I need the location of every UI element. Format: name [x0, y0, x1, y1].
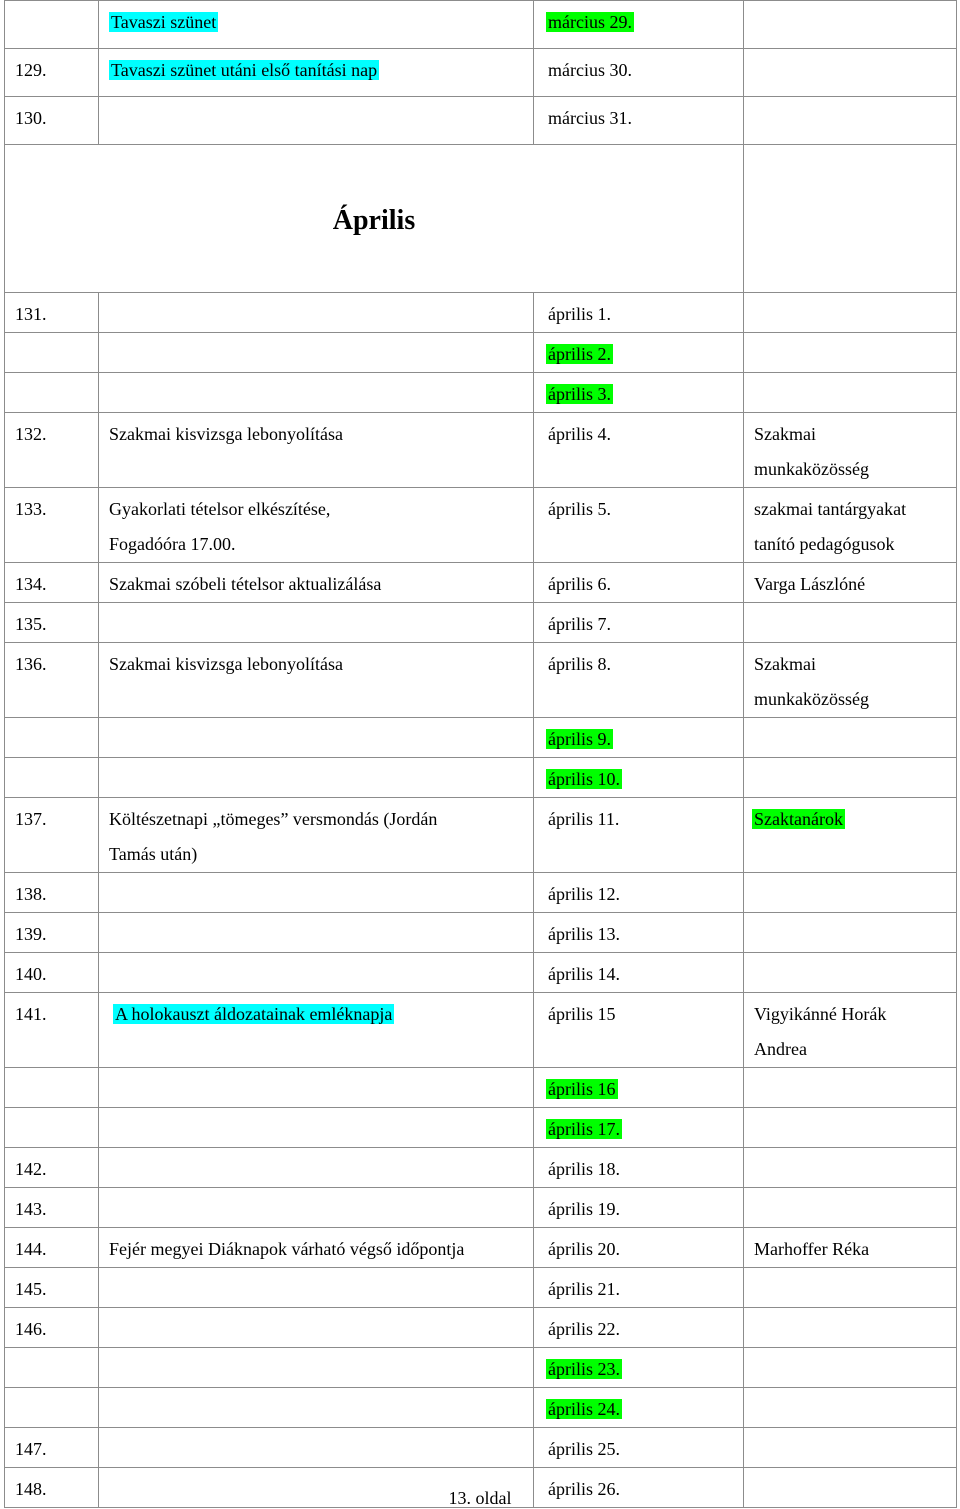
table-row — [5, 603, 957, 643]
responsible-cell — [744, 1148, 957, 1188]
event-cell — [99, 953, 534, 993]
table-row — [5, 993, 957, 1068]
row-number: 137. — [15, 809, 47, 829]
responsible-text-line: munkaközösség — [754, 689, 869, 709]
event-text: Tavaszi szünet utáni első tanítási nap — [111, 60, 378, 80]
event-cell — [99, 1108, 534, 1148]
date-cell — [534, 993, 744, 1068]
row-number: 135. — [15, 614, 47, 634]
responsible-text: Marhoffer Réka — [754, 1239, 870, 1259]
event-cell — [99, 1188, 534, 1228]
event-text: Szakmai kisvizsga lebonyolítása — [109, 424, 343, 444]
responsible-cell — [744, 993, 957, 1068]
responsible-cell — [744, 718, 957, 758]
event-cell — [99, 1428, 534, 1468]
date-text: április 25. — [548, 1439, 620, 1459]
responsible-cell — [744, 333, 957, 373]
table-row — [5, 1268, 957, 1308]
responsible-cell — [744, 643, 957, 718]
event-cell — [99, 1148, 534, 1188]
responsible-text-line: Vigyikánné Horák — [754, 1004, 887, 1024]
date-text: április 5. — [548, 499, 611, 519]
event-cell — [99, 1388, 534, 1428]
date-cell — [534, 373, 744, 413]
row-number-cell — [5, 718, 99, 758]
date-text: április 10. — [548, 769, 620, 789]
row-number-cell — [5, 1068, 99, 1108]
responsible-cell — [744, 97, 957, 145]
date-text: április 8. — [548, 654, 611, 674]
schedule-body-april — [5, 293, 957, 1508]
date-cell — [534, 1, 744, 49]
date-text: április 14. — [548, 964, 620, 984]
responsible-cell — [744, 1348, 957, 1388]
row-number-cell — [5, 333, 99, 373]
row-number: 141. — [15, 1004, 47, 1024]
table-row — [5, 643, 957, 718]
row-number-cell — [5, 1268, 99, 1308]
row-number-cell — [5, 1388, 99, 1428]
row-number: 129. — [15, 60, 47, 80]
responsible-cell — [744, 1428, 957, 1468]
event-text: Szakmai szóbeli tételsor aktualizálása — [109, 574, 382, 594]
row-number-cell — [5, 1428, 99, 1468]
responsible-cell — [744, 1068, 957, 1108]
event-text-line: Költészetnapi „tömeges” versmondás (Jordán — [109, 809, 438, 829]
row-number: 144. — [15, 1239, 47, 1259]
row-number-cell — [5, 603, 99, 643]
date-cell — [534, 1308, 744, 1348]
event-cell — [99, 333, 534, 373]
date-text: április 21. — [548, 1279, 620, 1299]
date-text: április 9. — [548, 729, 611, 749]
date-cell — [534, 1348, 744, 1388]
row-number: 130. — [15, 108, 47, 128]
table-row — [5, 758, 957, 798]
event-cell — [99, 603, 534, 643]
responsible-cell — [744, 373, 957, 413]
date-cell — [534, 1108, 744, 1148]
date-text: április 12. — [548, 884, 620, 904]
responsible-cell — [744, 603, 957, 643]
event-cell — [99, 1308, 534, 1348]
responsible-cell — [744, 293, 957, 333]
date-text: április 3. — [548, 384, 611, 404]
date-text: április 1. — [548, 304, 611, 324]
responsible-cell — [744, 1268, 957, 1308]
date-cell — [534, 1268, 744, 1308]
event-text: A holokauszt áldozatainak emléknapja — [115, 1004, 393, 1024]
date-text: április 17. — [548, 1119, 620, 1139]
event-text: Tavaszi szünet — [111, 12, 217, 32]
row-number-cell — [5, 49, 99, 97]
event-cell — [99, 413, 534, 488]
row-number-cell — [5, 798, 99, 873]
responsible-text-line: szakmai tantárgyakat — [754, 499, 907, 519]
table-row — [5, 413, 957, 488]
table-row — [5, 333, 957, 373]
row-number: 145. — [15, 1279, 47, 1299]
event-cell — [99, 718, 534, 758]
date-cell — [534, 603, 744, 643]
responsible-cell — [744, 1188, 957, 1228]
schedule-body-march — [5, 1, 957, 145]
table-row — [5, 1108, 957, 1148]
table-row — [5, 913, 957, 953]
event-cell — [99, 488, 534, 563]
date-cell — [534, 798, 744, 873]
date-cell — [534, 1148, 744, 1188]
responsible-cell — [744, 798, 957, 873]
date-cell — [534, 1228, 744, 1268]
date-cell — [534, 1388, 744, 1428]
responsible-cell — [744, 953, 957, 993]
date-cell — [534, 488, 744, 563]
date-cell — [534, 913, 744, 953]
row-number-cell — [5, 913, 99, 953]
responsible-text-line: tanító pedagógusok — [754, 534, 895, 554]
event-text-line: Fogadóóra 17.00. — [109, 534, 236, 554]
date-cell — [534, 333, 744, 373]
row-number-cell — [5, 1188, 99, 1228]
row-number-cell — [5, 563, 99, 603]
event-cell — [99, 798, 534, 873]
date-text: április 16 — [548, 1079, 616, 1099]
date-text: április 23. — [548, 1359, 620, 1379]
event-text: Szakmai kisvizsga lebonyolítása — [109, 654, 343, 674]
date-cell — [534, 718, 744, 758]
table-row — [5, 293, 957, 333]
responsible-cell — [744, 913, 957, 953]
date-text: április 15 — [548, 1004, 616, 1024]
table-row — [5, 1148, 957, 1188]
responsible-cell — [744, 1228, 957, 1268]
table-row — [5, 1348, 957, 1388]
event-cell — [99, 49, 534, 97]
responsible-cell — [744, 49, 957, 97]
date-text: április 6. — [548, 574, 611, 594]
row-number-cell — [5, 1228, 99, 1268]
row-number-cell — [5, 488, 99, 563]
date-cell — [534, 643, 744, 718]
date-cell — [534, 97, 744, 145]
row-number-cell — [5, 873, 99, 913]
date-text: március 31. — [548, 108, 632, 128]
date-cell — [534, 953, 744, 993]
row-number-cell — [5, 1, 99, 49]
row-number-cell — [5, 758, 99, 798]
event-cell — [99, 913, 534, 953]
responsible-cell — [744, 1388, 957, 1428]
date-cell — [534, 1428, 744, 1468]
row-number-cell — [5, 97, 99, 145]
row-number-cell — [5, 1148, 99, 1188]
date-text: március 29. — [548, 12, 632, 32]
table-row — [5, 953, 957, 993]
month-heading-row — [5, 145, 957, 293]
table-row — [5, 49, 957, 97]
table-row — [5, 97, 957, 145]
row-number-cell — [5, 953, 99, 993]
table-row — [5, 488, 957, 563]
date-text: március 30. — [548, 60, 632, 80]
responsible-text-line: Szakmai — [754, 424, 816, 444]
responsible-cell — [744, 1308, 957, 1348]
date-text: április 24. — [548, 1399, 620, 1419]
row-number: 134. — [15, 574, 47, 594]
event-cell — [99, 563, 534, 603]
row-number-cell — [5, 413, 99, 488]
responsible-cell — [744, 413, 957, 488]
date-text: április 7. — [548, 614, 611, 634]
month-heading-empty-cell — [744, 145, 957, 293]
date-text: április 2. — [548, 344, 611, 364]
responsible-cell — [744, 488, 957, 563]
event-cell — [99, 643, 534, 718]
row-number: 131. — [15, 304, 47, 324]
table-row — [5, 1068, 957, 1108]
table-row — [5, 1428, 957, 1468]
row-number-cell — [5, 1348, 99, 1388]
row-number-cell — [5, 643, 99, 718]
date-text: április 13. — [548, 924, 620, 944]
row-number-cell — [5, 293, 99, 333]
date-text: április 18. — [548, 1159, 620, 1179]
date-cell — [534, 758, 744, 798]
row-number: 132. — [15, 424, 47, 444]
responsible-text-line: Szakmai — [754, 654, 816, 674]
month-heading: Április — [5, 145, 744, 293]
row-number: 148. — [15, 1479, 47, 1499]
row-number: 139. — [15, 924, 47, 944]
row-number: 133. — [15, 499, 47, 519]
event-cell — [99, 373, 534, 413]
date-cell — [534, 413, 744, 488]
table-row — [5, 798, 957, 873]
row-number: 138. — [15, 884, 47, 904]
responsible-cell — [744, 873, 957, 913]
event-cell — [99, 293, 534, 333]
responsible-cell — [744, 1, 957, 49]
row-number-cell — [5, 993, 99, 1068]
row-number-cell — [5, 1308, 99, 1348]
row-number: 147. — [15, 1439, 47, 1459]
date-text: április 19. — [548, 1199, 620, 1219]
date-cell — [534, 873, 744, 913]
row-number: 136. — [15, 654, 47, 674]
page-number: 13. oldal — [448, 1488, 512, 1508]
responsible-text: Varga Lászlóné — [754, 574, 866, 594]
table-row — [5, 1228, 957, 1268]
responsible-text: Szaktanárok — [754, 809, 843, 829]
responsible-cell — [744, 1108, 957, 1148]
date-cell — [534, 49, 744, 97]
row-number: 140. — [15, 964, 47, 984]
table-row — [5, 1188, 957, 1228]
date-text: április 22. — [548, 1319, 620, 1339]
row-number: 146. — [15, 1319, 47, 1339]
date-text: április 11. — [548, 809, 620, 829]
event-cell — [99, 1268, 534, 1308]
schedule-table — [4, 0, 957, 1508]
date-text: április 26. — [548, 1479, 620, 1499]
event-text: Fejér megyei Diáknapok várható végső időpontja — [109, 1239, 465, 1259]
table-row — [5, 1388, 957, 1428]
event-cell — [99, 1348, 534, 1388]
responsible-cell — [744, 758, 957, 798]
table-row — [5, 563, 957, 603]
month-section — [5, 145, 957, 293]
table-row — [5, 718, 957, 758]
date-cell — [534, 293, 744, 333]
row-number: 143. — [15, 1199, 47, 1219]
date-text: április 4. — [548, 424, 611, 444]
date-text: április 20. — [548, 1239, 620, 1259]
event-cell — [99, 97, 534, 145]
date-cell — [534, 1068, 744, 1108]
responsible-text-line: munkaközösség — [754, 459, 869, 479]
event-cell — [99, 1, 534, 49]
event-text-line: Gyakorlati tételsor elkészítése, — [109, 499, 331, 519]
event-cell — [99, 873, 534, 913]
event-cell — [99, 993, 534, 1068]
event-cell — [99, 758, 534, 798]
date-cell — [534, 563, 744, 603]
table-row — [5, 873, 957, 913]
event-cell — [99, 1228, 534, 1268]
responsible-cell — [744, 563, 957, 603]
event-cell — [99, 1068, 534, 1108]
row-number-cell — [5, 1108, 99, 1148]
responsible-text-line: Andrea — [754, 1039, 807, 1059]
table-row — [5, 1, 957, 49]
date-cell — [534, 1188, 744, 1228]
table-row — [5, 1308, 957, 1348]
row-number: 142. — [15, 1159, 47, 1179]
event-text-line: Tamás után) — [109, 844, 198, 864]
table-row — [5, 373, 957, 413]
row-number-cell — [5, 373, 99, 413]
